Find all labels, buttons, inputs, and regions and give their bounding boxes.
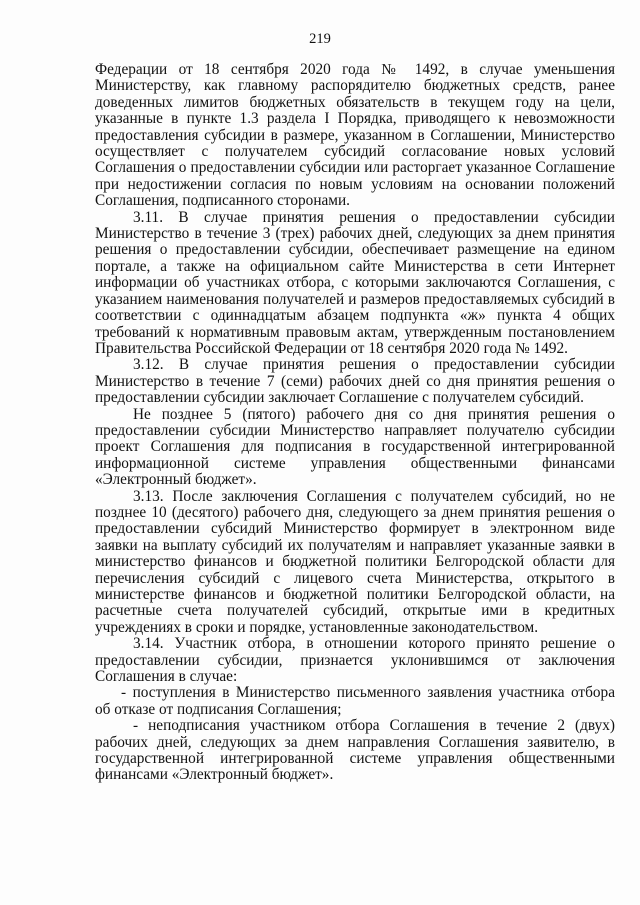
paragraph-continuation: Федерации от 18 сентября 2020 года № 1492, в случае уменьшения Министерству, как главному распорядителю бюджетных средств, ранее доведенных лимитов бюджетных обязательств в текущем году на цели, указанные в пункте 1.3 раздела I Порядка, приводящего к невозможности предоставления субсидии в размере, указанном в Соглашении, Министерство осуществляет с получателем субсидий согласование новых условий Соглашения о предоставлении субсидии или расторгает указанное Соглашение при недостижении согласия по новым условиям на основании положений Соглашения, подписанного сторонами. bbox=[95, 61, 615, 210]
paragraph-draft-agreement: Не позднее 5 (пятого) рабочего дня со дня принятия решения о предоставлении субсидии Министерство направляет получателю субсидии проект Соглашения для подписания в государственной интегрированной информационной системе управления общественными финансами «Электронный бюджет». bbox=[95, 405, 615, 489]
document-body bbox=[95, 62, 615, 784]
list-item-refusal: - поступления в Министерство письменного заявления участника отбора об отказе от подписания Соглашения; bbox=[95, 684, 615, 718]
paragraph-3-11: 3.11. В случае принятия решения о предоставлении субсидии Министерство в течение 3 (трех) рабочих дней, следующих за днем принятия решения о предоставлении субсидии, обеспечивает размещение на едином портале, а также на официальном сайте Министерства в сети Интернет информации об участниках отбора, с которыми заключаются Соглашения, с указанием наименования получателей и размеров предоставляемых субсидий в соответствии с одиннадцатым абзацем подпункта «ж» пункта 4 общих требований к нормативным правовым актам, утвержденным постановлением Правительства Российской Федерации от 18 сентября 2020 года № 1492. bbox=[95, 208, 615, 357]
paragraph-3-14: 3.14. Участник отбора, в отношении которого принято решение о предоставлении субсидии, признается уклонившимся от заключения Соглашения в случае: bbox=[95, 635, 615, 686]
list-item-not-signed: - неподписания участником отбора Соглашения в течение 2 (двух) рабочих дней, следующих за днем направления Соглашения заявителю, в государственной интегрированной системе управления общественными финансами «Электронный бюджет». bbox=[95, 717, 615, 784]
paragraph-3-13: 3.13. После заключения Соглашения с получателем субсидий, но не позднее 10 (десятого) рабочего дня, следующего за днем принятия решения о предоставлении субсидий Министерство формирует в электронном виде заявки на выплату субсидий их получателям и направляет указанные заявки в министерство финансов и бюджетной политики Белгородской области для перечисления субсидий с лицевого счета Министерства, открытого в министерстве финансов и бюджетной политики Белгородской области, на расчетные счета получателей субсидий, открытые ими в кредитных учреждениях в сроки и порядке, установленные законодательством. bbox=[95, 487, 615, 636]
paragraph-3-12: 3.12. В случае принятия решения о предоставлении субсидии Министерство в течение 7 (семи) рабочих дней со дня принятия решения о предоставлении субсидии заключает Соглашение с получателем субсидий. bbox=[95, 356, 615, 407]
page-number: 219 bbox=[309, 31, 331, 47]
